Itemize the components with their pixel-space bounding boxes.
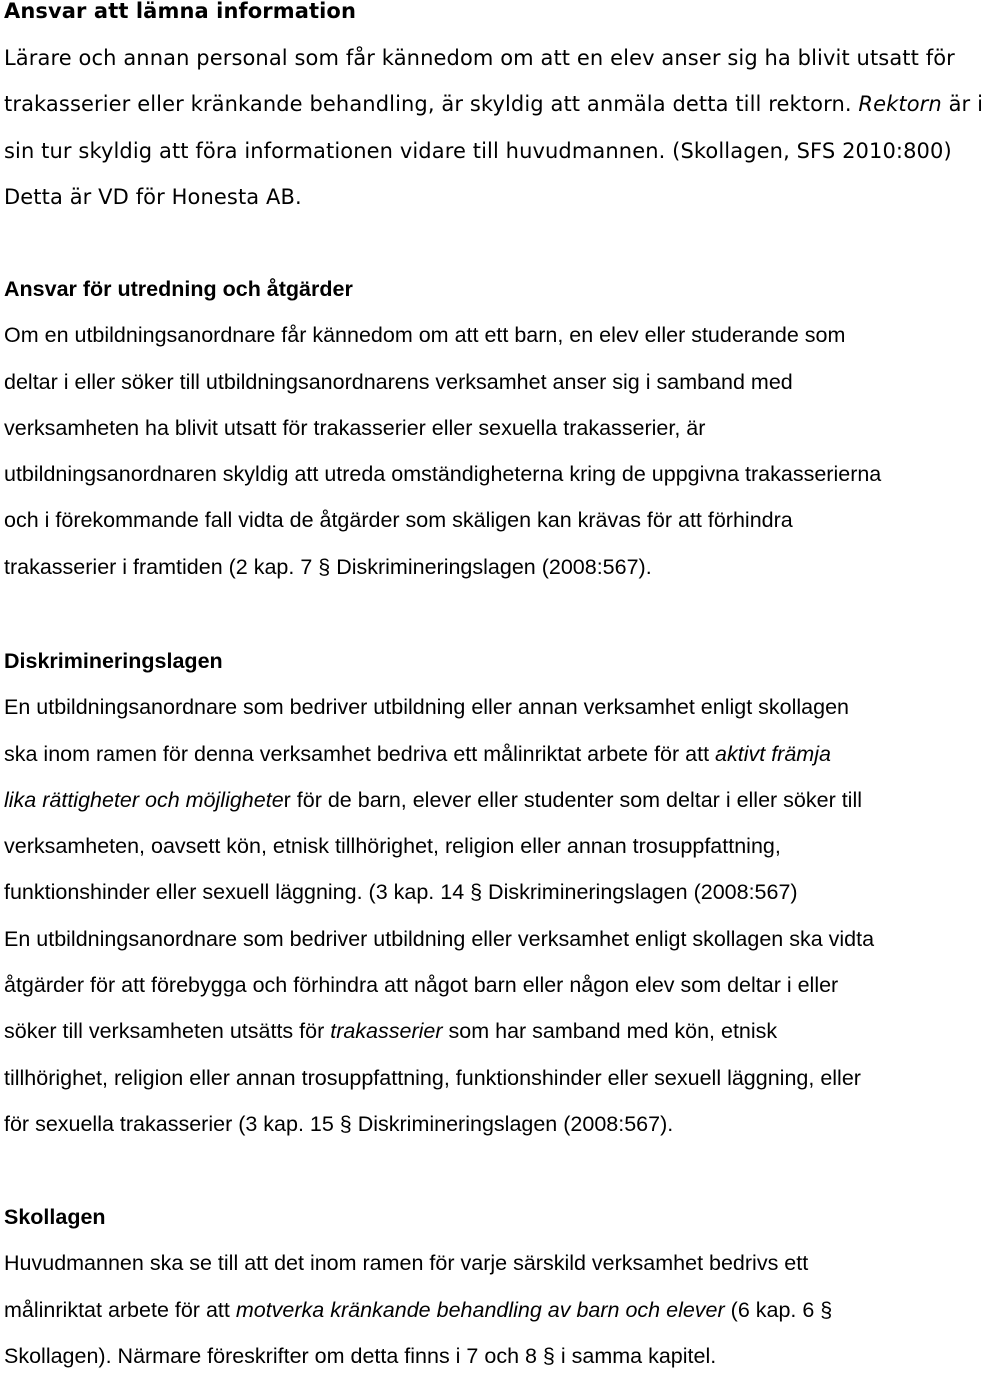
section-heading: Ansvar att lämna information bbox=[4, 0, 357, 23]
paragraph-line: Detta är VD för Honesta AB. bbox=[4, 185, 302, 209]
section-ansvar-information bbox=[4, 0, 983, 221]
section-heading: Skollagen bbox=[4, 1205, 106, 1229]
paragraph-line: En utbildningsanordnare som bedriver utbildning eller verksamhet enligt skollagen ska vidta bbox=[4, 926, 875, 951]
paragraph-line: tillhörighet, religion eller annan trosuppfattning, funktionshinder eller sexuell läggning, eller bbox=[4, 1065, 861, 1090]
paragraph-line: verksamheten ha blivit utsatt för trakasserier eller sexuella trakasserier, är bbox=[4, 415, 706, 440]
text-run: trakasserier eller kränkande behandling, är skyldig att anmäla detta till rektorn. bbox=[4, 92, 852, 116]
section-utredning-atgarder bbox=[4, 266, 881, 590]
section-heading: Diskrimineringslagen bbox=[4, 649, 223, 673]
paragraph-line: deltar i eller söker till utbildningsanordnarens verksamhet anser sig i samband med bbox=[4, 369, 793, 394]
paragraph-line bbox=[4, 81, 983, 128]
paragraph-line: sin tur skyldig att föra informationen vidare till huvudmannen. (Skollagen, SFS 2010:800) bbox=[4, 138, 952, 163]
paragraph-line: åtgärder för att förebygga och förhindra att något barn eller någon elev som deltar i eller bbox=[4, 973, 839, 998]
italic-text: trakasserier bbox=[330, 1019, 443, 1044]
paragraph-line: utbildningsanordnaren skyldig att utreda omständigheterna kring de uppgivna trakasserierna bbox=[4, 462, 882, 487]
text-run: ska inom ramen för denna verksamhet bedriva ett målinriktat arbete för att bbox=[4, 741, 710, 766]
text-run: är i bbox=[948, 92, 983, 116]
section-skollagen bbox=[4, 1194, 832, 1379]
paragraph-line bbox=[4, 1008, 874, 1054]
italic-text: aktivt främja bbox=[715, 741, 831, 766]
paragraph-line: Lärare och annan personal som får kännedom om att en elev anser sig ha blivit utsatt för bbox=[4, 45, 955, 70]
paragraph-line: Huvudmannen ska se till att det inom ramen för varje särskild verksamhet bedrivs ett bbox=[4, 1251, 809, 1276]
paragraph-line bbox=[4, 777, 874, 823]
italic-text: motverka kränkande behandling av barn och elever bbox=[235, 1297, 725, 1322]
italic-text: Rektorn bbox=[858, 92, 942, 116]
text-run: målinriktat arbete för att bbox=[4, 1297, 230, 1322]
paragraph-line: för sexuella trakasserier (3 kap. 15 § Diskrimineringslagen (2008:567). bbox=[4, 1111, 674, 1136]
italic-text: lika rättigheter och möjlighete bbox=[4, 787, 284, 812]
text-run: r för de barn, elever eller studenter som deltar i eller söker till bbox=[283, 787, 863, 812]
section-diskrimineringslagen bbox=[4, 638, 874, 1147]
paragraph-line: trakasserier i framtiden (2 kap. 7 § Diskrimineringslagen (2008:567). bbox=[4, 554, 652, 579]
text-run: söker till verksamheten utsätts för bbox=[4, 1019, 325, 1044]
paragraph-line: En utbildningsanordnare som bedriver utbildning eller annan verksamhet enligt skollagen bbox=[4, 695, 849, 720]
paragraph-line bbox=[4, 1287, 832, 1333]
paragraph-line: och i förekommande fall vidta de åtgärder som skäligen kan krävas för att förhindra bbox=[4, 508, 793, 533]
paragraph-line bbox=[4, 731, 874, 777]
paragraph-line: verksamheten, oavsett kön, etnisk tillhörighet, religion eller annan trosuppfattning, bbox=[4, 834, 781, 859]
section-heading: Ansvar för utredning och åtgärder bbox=[4, 277, 353, 301]
text-run: (6 kap. 6 § bbox=[730, 1297, 833, 1322]
paragraph-line: Skollagen). Närmare föreskrifter om detta finns i 7 och 8 § i samma kapitel. bbox=[4, 1343, 717, 1368]
paragraph-line: Om en utbildningsanordnare får kännedom om att ett barn, en elev eller studerande som bbox=[4, 323, 846, 348]
paragraph-line: funktionshinder eller sexuell läggning. (3 kap. 14 § Diskrimineringslagen (2008:567) bbox=[4, 880, 798, 905]
text-run: som har samband med kön, etnisk bbox=[448, 1019, 778, 1044]
